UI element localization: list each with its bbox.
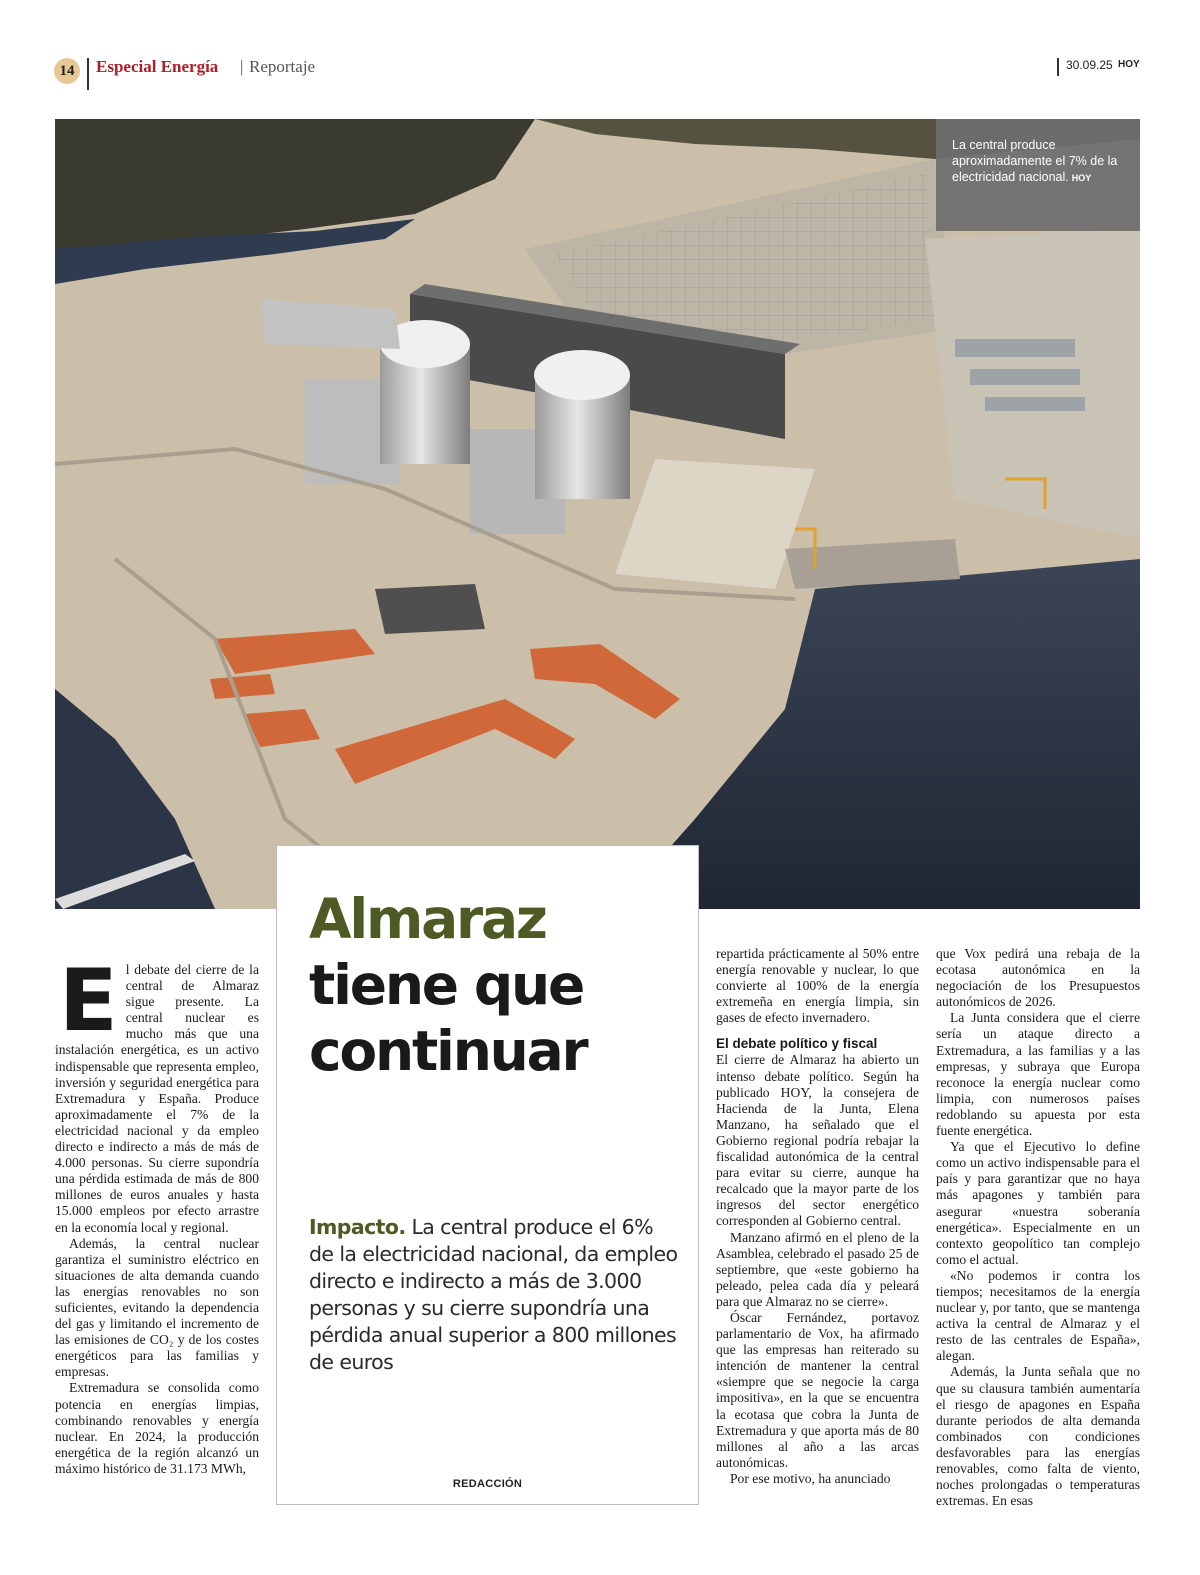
caption-credit: HOY bbox=[1071, 173, 1092, 183]
caption-text: La central produce aproximadamente el 7% de la electricidad nacional. bbox=[952, 138, 1118, 184]
body-paragraph: El cierre de Almaraz ha abierto un intenso debate político. Según ha publicado HOY, la consejera de Hacienda de la Junta, Elena Manzano, ha señalado que el Gobierno regional podría rebajar la fiscalidad autonómica de la central para evitar su cierre, aunque ha recalcado que la mayor parte de los ingresos del sector energético corresponden al Gobierno central. bbox=[716, 1052, 919, 1229]
headline-line-2: tiene que bbox=[309, 953, 584, 1017]
body-column-1 bbox=[55, 951, 259, 1477]
body-paragraph: «No podemos ir contra los tiempos; necesitamos de la energía nuclear y, por tanto, que se mantenga activa la central de Almaraz y el resto de las centrales de España», alegan. bbox=[936, 1267, 1140, 1364]
body-paragraph: Ya que el Ejecutivo lo define como un activo indispensable para el país y para garantizar que no haya más apagones y también para asegurar «nuestra soberanía energética». Especialmente en un contexto geopolítico tan complejo como el actual. bbox=[936, 1139, 1140, 1267]
headline-line-1: Almaraz bbox=[309, 887, 546, 951]
lede-text: La central produce el 6% de la electricidad nacional, da empleo directo e indirecto a más de 3.000 personas y su cierre supondría una pérdida anual superior a 800 millones de euros bbox=[309, 1215, 678, 1374]
section-title: Especial Energía bbox=[96, 57, 219, 76]
body-paragraph: Además, la Junta señala que no que su clausura también aumentaría el riesgo de apagones en España durante periodos de alta demanda combinados con condiciones desfavorables para las energías renovables, como falta de viento, noches prolongadas o temperaturas extremas. En esas bbox=[936, 1364, 1140, 1509]
date-divider bbox=[1057, 58, 1059, 76]
header-divider bbox=[87, 58, 89, 90]
lede-kicker: Impacto. bbox=[309, 1215, 406, 1239]
headline-box bbox=[276, 845, 699, 1505]
body-paragraph: Por ese motivo, ha anunciado bbox=[730, 1470, 891, 1486]
section-separator: | bbox=[240, 57, 244, 76]
subheading: El debate político y fiscal bbox=[716, 1036, 878, 1052]
body-column-3 bbox=[716, 946, 919, 1487]
body-paragraph: Además, la central nuclear garantiza el suministro eléctrico en situaciones de alta demanda cuando las energías renovables no son suficientes, evitando la dependencia del gas y limitando el incremento de las emisiones de CO₂ y de los costes energéticos para las familias y empresas. bbox=[55, 1235, 259, 1380]
lede bbox=[309, 1214, 681, 1376]
newspaper-brand: HOY bbox=[1118, 59, 1140, 70]
headline-line-3: continuar bbox=[309, 1019, 587, 1083]
body-paragraph: La Junta considera que el cierre sería un ataque directo a Extremadura, a las familias y a las empresas, y subraya que Europa reconoce la energía nuclear como limpia, con numerosos países redoblando su apuesta por esta fuente energética. bbox=[936, 1010, 1140, 1139]
body-column-4 bbox=[936, 946, 1140, 1509]
drop-cap: E bbox=[59, 951, 118, 1051]
page-number: 14 bbox=[54, 58, 80, 84]
body-paragraph: Manzano afirmó en el pleno de la Asamblea, celebrado el pasado 25 de septiembre, que «este gobierno ha peleado, pelea cada día y peleará para que Almaraz no se cierre». bbox=[716, 1229, 919, 1309]
body-paragraph: Óscar Fernández, portavoz parlamentario de Vox, ha afirmado que las empresas han reiterado su intención de mantener la central «siempre que se negocie la carga impositiva», en la que se encuentra la ecotasa que cobra la Junta de Extremadura y que aporta más de 80 millones al año a las arcas autonómicas. bbox=[716, 1309, 919, 1470]
issue-date: 30.09.25 bbox=[1066, 58, 1113, 72]
byline: REDACCIÓN bbox=[452, 1478, 523, 1490]
subsection-title: Reportaje bbox=[249, 57, 316, 76]
body-paragraph: repartida prácticamente al 50% entre energía renovable y nuclear, lo que convierte al 100% de la energía extremeña en energía limpia, sin gases de efecto invernadero. bbox=[716, 946, 919, 1026]
body-paragraph: l debate del cierre de la central de Almaraz sigue presente. La central nuclear es mucho más que una instalación energética, es un activo indispensable que representa empleo, inversión y seguridad energética para Extremadura y España. Produce aproximadamente el 7% de la electricidad nacional y da empleo directo e indirecto a más de más de 4.000 personas. Su cierre supondría una pérdida estimada de más de 800 millones de euros anuales y hasta 15.000 empleos por efecto arrastre en la economía local y regional. bbox=[55, 962, 259, 1235]
body-paragraph: que Vox pedirá una rebaja de la ecotasa autonómica en la negociación de los Presupuestos autonómicos de 2026. bbox=[936, 946, 1140, 1010]
nuclear-plant-photo bbox=[55, 119, 1140, 909]
body-paragraph: Extremadura se consolida como potencia en energías limpias, combinando renovables y energía nuclear. En 2024, la producción energética de la región alcanzó un máximo histórico de 31.173 MWh, bbox=[55, 1380, 259, 1476]
photo-caption bbox=[936, 119, 1140, 231]
headline bbox=[309, 886, 679, 1084]
